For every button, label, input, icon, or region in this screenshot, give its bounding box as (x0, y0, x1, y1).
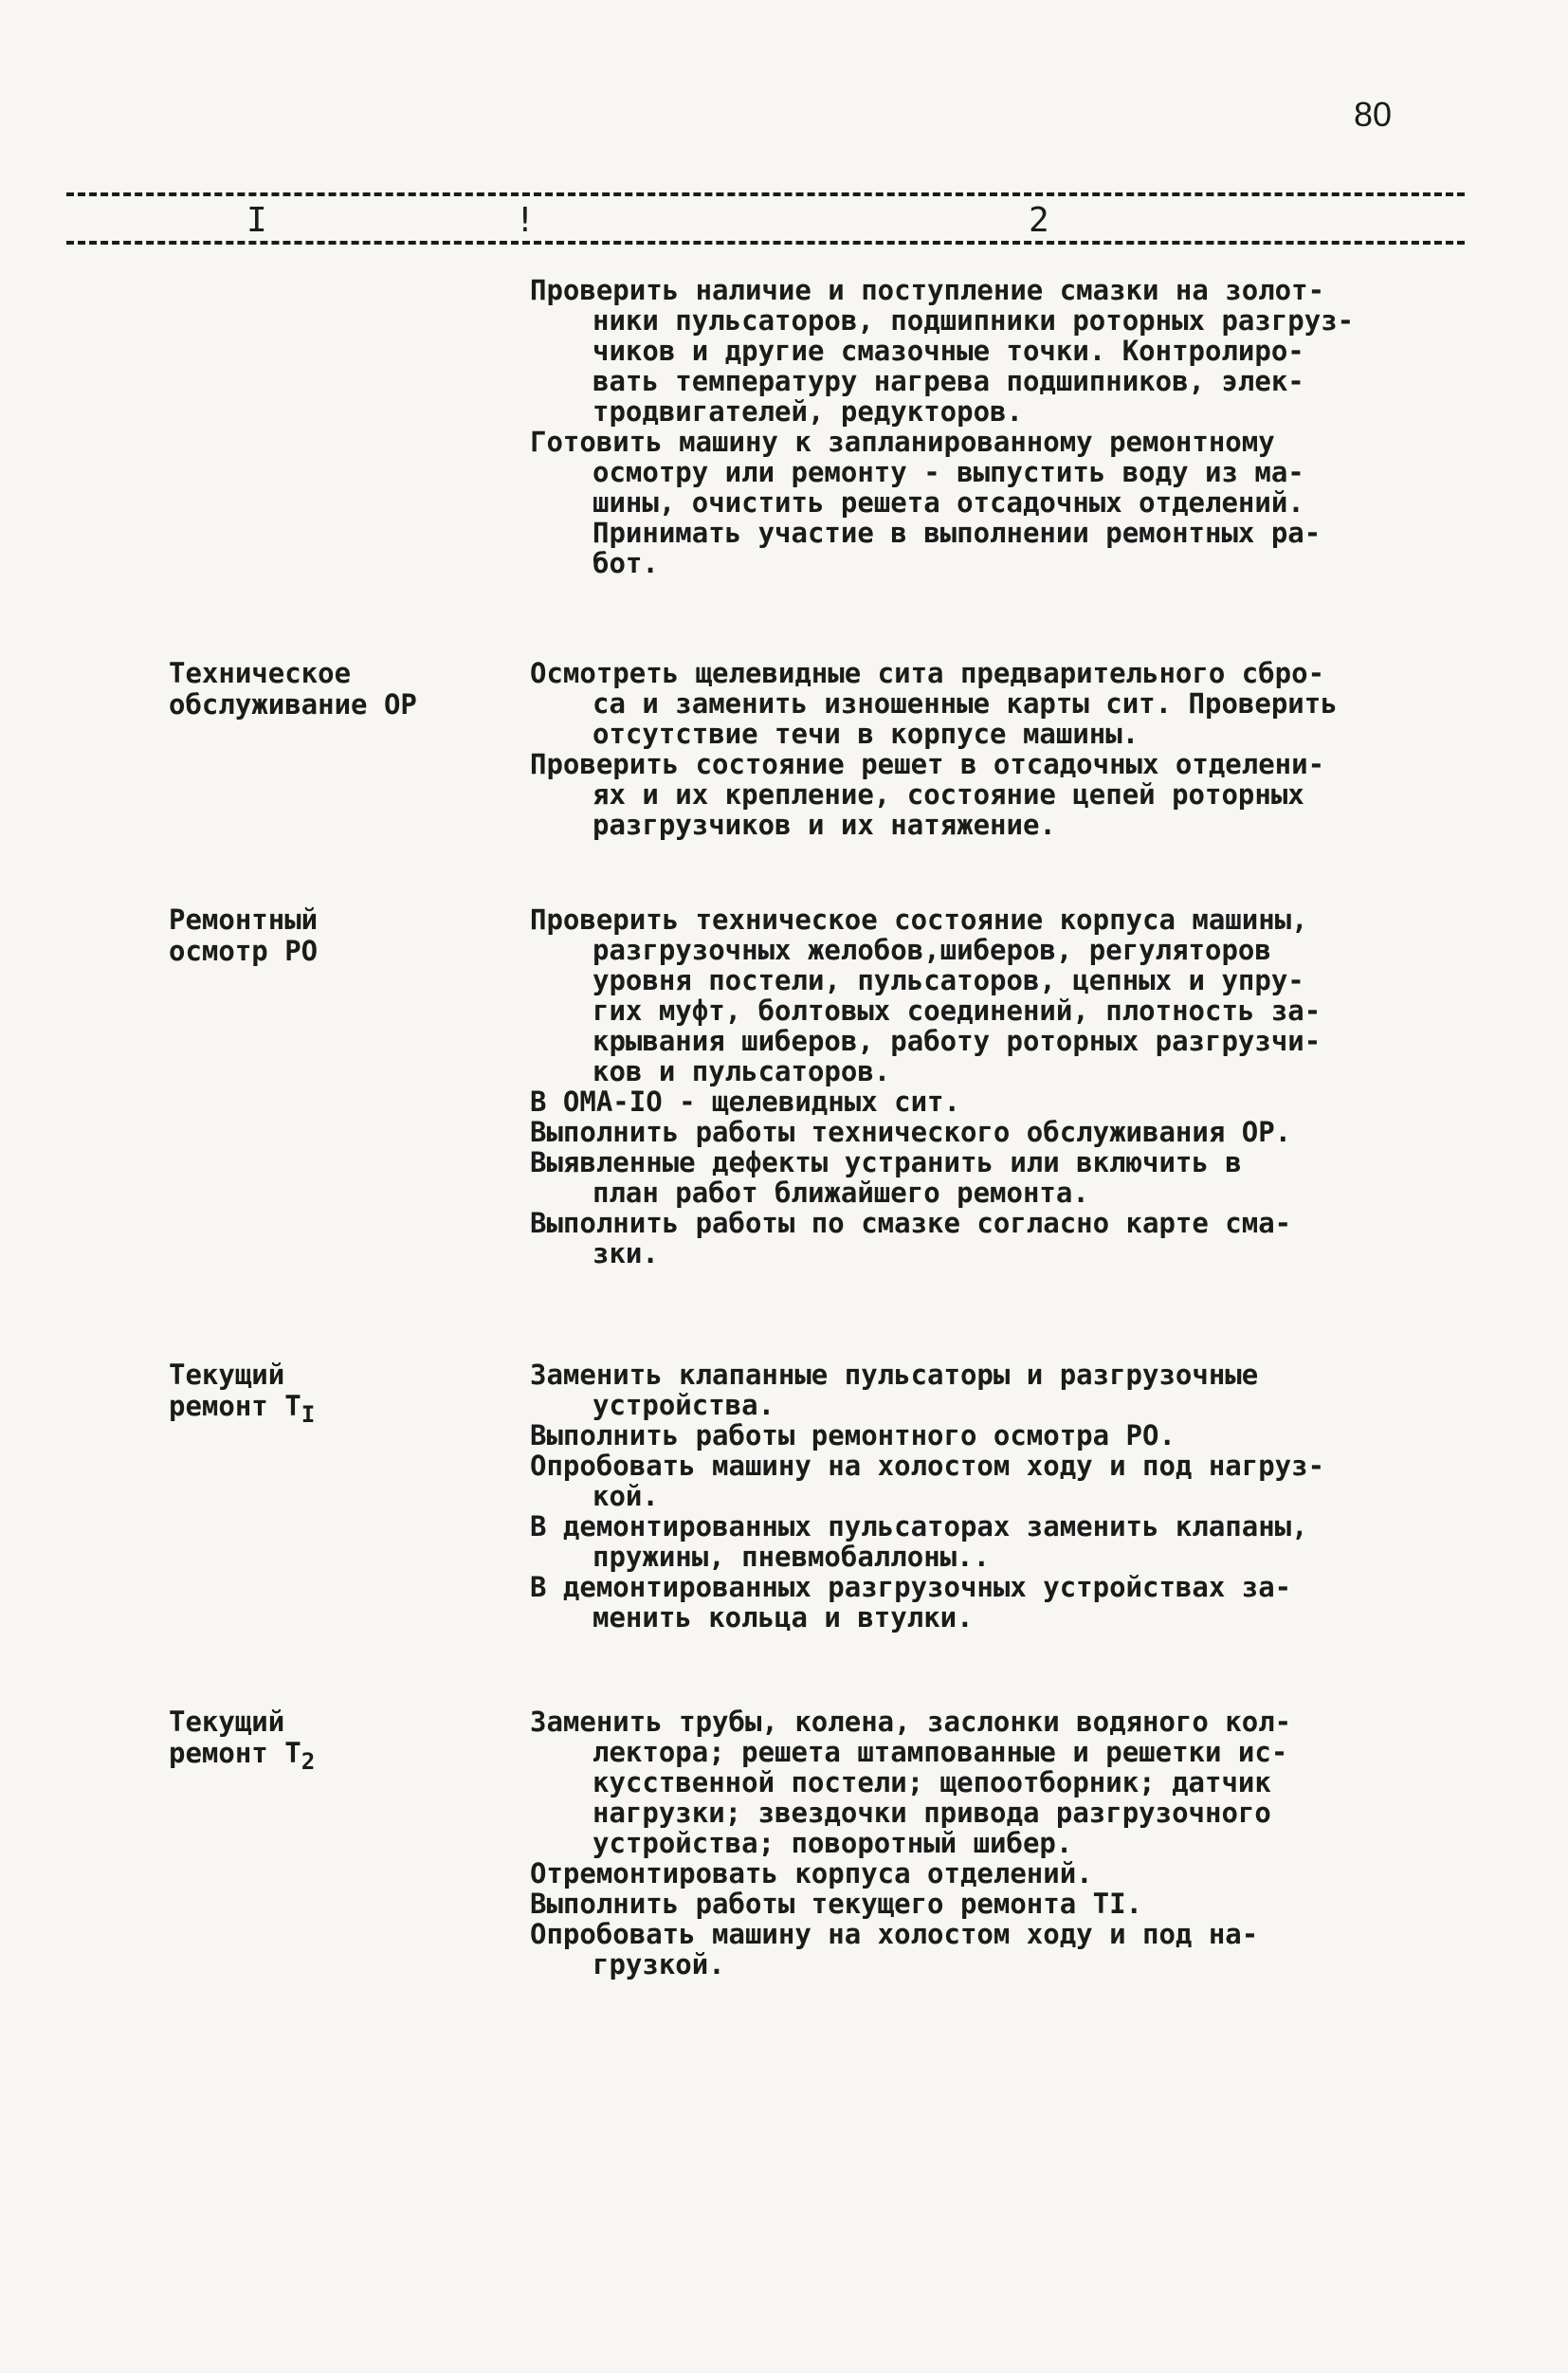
paragraph: Выполнить работы ремонтного осмотра РО. (530, 1419, 1176, 1451)
section-label (169, 1360, 482, 1431)
paragraph: Отремонтировать корпуса отделений. (530, 1857, 1093, 1889)
column-header-2: 2 (1029, 201, 1049, 240)
section-label (169, 1707, 482, 1778)
section-label: Ремонтный осмотр РО (169, 904, 319, 967)
label-text: Текущий ремонт Т (169, 1706, 301, 1769)
paragraph: Опробовать машину на холостом ходу и под на- грузкой. (530, 1918, 1259, 1981)
paragraph: В ОМА-IO - щелевидных сит. (530, 1086, 960, 1118)
section-body (530, 904, 1535, 1269)
paragraph: Выполнить работы по смазке согласно карте сма- зки. (530, 1207, 1292, 1269)
label-subscript: I (301, 1400, 316, 1428)
section-label: Техническое обслуживание ОР (169, 657, 417, 721)
section-body (530, 1360, 1535, 1633)
column-separator: ! (515, 201, 536, 240)
paragraph: Проверить состояние решет в отсадочных отделени- ях и их крепление, состояние цепей роторных разгрузчиков и их натяжение. (530, 748, 1325, 841)
header-rule-bottom (66, 241, 1465, 245)
header-rule-top (66, 192, 1465, 196)
paragraph: Осмотреть щелевидные сита предварительного сбро- са и заменить изношенные карты сит. Проверить отсутствие течи в корпусе машины. (530, 657, 1338, 750)
paragraph: Проверить наличие и поступление смазки на золот- ники пульсаторов, подшипники роторных разгруз- чиков и другие смазочные точки. Контролиро- вать температуру нагрева подшипников, элек- тродвигателей, редукторов. (530, 274, 1355, 428)
section-body (530, 275, 1535, 578)
label-text: Текущий ремонт Т (169, 1359, 301, 1422)
paragraph: Опробовать машину на холостом ходу и под нагруз- кой. (530, 1450, 1325, 1512)
paragraph: Готовить машину к запланированному ремонтному осмотру или ремонту - выпустить воду из ма- шины, очистить решета отсадочных отделений. Принимать участие в выполнении ремонтных ра- бот. (530, 426, 1322, 579)
page-number: 80 (1354, 95, 1393, 134)
label-subscript: 2 (301, 1747, 316, 1775)
section-body (530, 1707, 1535, 1980)
paragraph: Выполнить работы технического обслуживания ОР. (530, 1116, 1292, 1148)
column-header-1: I (246, 201, 267, 240)
paragraph: Выявленные дефекты устранить или включить в план работ ближайшего ремонта. (530, 1146, 1242, 1209)
paragraph: Заменить трубы, колена, заслонки водяного кол- лектора; решета штампованные и решетки ис- кусственной постели; щепоотборник; датчик нагрузки; звездочки привода разгрузочного устройства; поворотный шибер. (530, 1706, 1292, 1859)
paragraph: Заменить клапанные пульсаторы и разгрузочные устройства. (530, 1359, 1259, 1421)
paragraph: В демонтированных пульсаторах заменить клапаны, пружины, пневмобаллоны.. (530, 1510, 1308, 1573)
paragraph: В демонтированных разгрузочных устройствах за- менить кольца и втулки. (530, 1571, 1292, 1634)
section-body (530, 658, 1535, 840)
paragraph: Выполнить работы текущего ремонта ТI. (530, 1888, 1143, 1920)
paragraph: Проверить техническое состояние корпуса машины, разгрузочных желобов,шиберов, регуляторов уровня постели, пульсаторов, цепных и упру- гих муфт, болтовых соединений, плотность за- крывания шиберов, работу роторных разгрузчи- ков и пульсаторов. (530, 904, 1322, 1087)
